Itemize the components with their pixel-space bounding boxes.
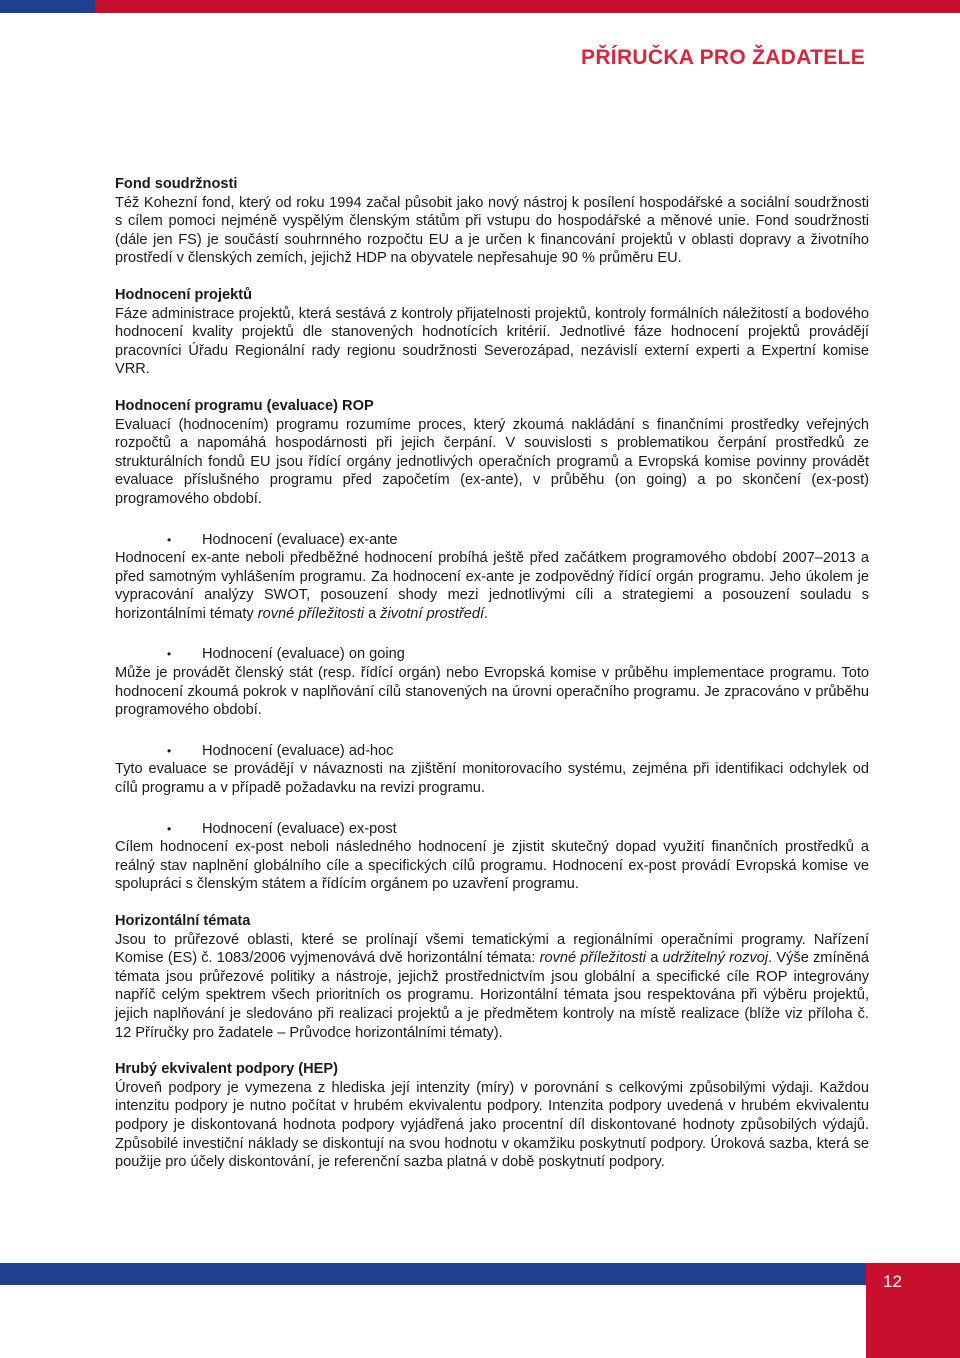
bullet-label: Hodnocení (evaluace) ex-ante xyxy=(202,531,398,548)
section-heading: Hodnocení projektů xyxy=(115,286,253,303)
bottom-bar-blue-segment xyxy=(0,1263,866,1285)
section-text: Cílem hodnocení ex-post neboli následného hodnocení je zjistit skutečný dopad využití finančních prostředků a reálný stav naplnění globálního cíle a specifických cílů programu. Hodnocení ex-post provádí Evropská komise ve spolupráci s členským státem a řídícím orgánem po uzavření programu. xyxy=(115,839,869,893)
bullet-label: Hodnocení (evaluace) ad-hoc xyxy=(202,742,394,759)
section-text: Může je provádět členský stát (resp. řídící orgán) nebo Evropská komise v průběhu implementace programu. Toto hodnocení zkoumá pokrok v naplňování cílů stanovených na úrovni operačního programu. Je zpracováno v průběhu programového období. xyxy=(115,665,869,719)
bullet-item xyxy=(115,531,869,550)
section-heading: Hrubý ekvivalent podpory (HEP) xyxy=(115,1061,339,1078)
bullet-icon: • xyxy=(167,532,172,547)
document-title: PŘÍRUČKA PRO ŽADATELE xyxy=(581,46,865,69)
section-heading: Fond soudržnosti xyxy=(115,176,238,192)
section-hep xyxy=(115,1060,869,1172)
section-text: Hodnocení ex-ante neboli předběžné hodnocení probíhá ještě před začátkem programového období 2007–2013 a před samotným vyhlášením programu. Za hodnocení ex-ante je zodpovědný řídící orgán programu. Jeho úkolem je vypracování analýzy SWOT, posouzení shody mezi jednotlivými cíli a strategiemi a posouzení souladu s horizontálními tématy xyxy=(115,550,869,622)
section-text: Tyto evaluace se provádějí v návaznosti na zjištění monitorovacího systému, zejména při identifikaci odchylek od cílů programu a v případě požadavku na revizi programu. xyxy=(115,761,869,797)
section-text: Jsou to průřezové oblasti, které se prolínají všemi tematickými a regionálními operačními programy. Nařízení Komise (ES) č. 1083/2006 vyjmenovává dvě horizontální témata: xyxy=(115,931,869,967)
section-text: Úroveň podpory je vymezena z hlediska její intenzity (míry) v porovnání s celkovými způsobilými výdaji. Každou intenzitu podpory je nutno počítat v hrubém ekvivalentu podpory. Intenzita podpory uvedená v hrubém ekvivalentu podpory je diskontovaná hodnota podpory vyjádřená jako procentní díl diskontované hodnoty způsobilých výdajů. Způsobilé investiční náklady se diskontují na svou hodnotu v okamžiku poskytnutí podpory. Úroková sazba, která se použije pro účely diskontování, je referenční sazba platná v době poskytnutí podpory. xyxy=(115,1079,869,1171)
bullet-icon: • xyxy=(167,743,172,758)
page-number-box xyxy=(866,1263,960,1358)
bullet-item xyxy=(115,820,869,839)
bullet-item xyxy=(115,742,869,761)
section-heading: Horizontální témata xyxy=(115,913,251,929)
top-color-bar xyxy=(0,0,960,13)
page-number: 12 xyxy=(883,1272,902,1291)
bullet-icon: • xyxy=(167,821,172,836)
section-hodnoceni-programu xyxy=(115,397,869,509)
section-text: . Výše zmíněná témata jsou průřezové politiky a nástroje, jejichž prostřednictvím jsou globální a specifické cíle ROP integrovány napříč celým spektrem všech prioritních os programu. Horizontální témata jsou respektována při výběru projektů, jejich naplňování je sledováno při realizaci projektů a je předmětem kontroly na místě realizace (blíže viz příloha č. 12 Příručky pro žadatele – Průvodce horizontálními tématy). xyxy=(115,950,869,1041)
section-ex-ante xyxy=(115,531,869,624)
section-horizontalni-temata xyxy=(115,912,869,1042)
section-on-going xyxy=(115,645,869,719)
section-text: Evaluací (hodnocením) programu rozumíme proces, který zkoumá nakládání s finančními prostředky veřejných rozpočtů a napomáhá hospodárnosti při jejich čerpání. V souvislosti s problematikou čerpání prostředků ze strukturálních fondů EU jsou řídící orgány jednotlivých operačních programů a Evropská komise povinny provádět evaluace příslušného programu před započetím (ex-ante), v průběhu (on going) a po skončení (ex-post) programového období. xyxy=(115,416,869,507)
bullet-icon: • xyxy=(167,647,172,662)
bottom-color-bar xyxy=(0,1263,960,1285)
section-text: Též Kohezní fond, který od roku 1994 začal působit jako nový nástroj k posílení hospodářské a sociální soudržnosti s cílem pomoci nejméně vyspělým členským státům při vstupu do hospodářské a měnové unie. Fond soudržnosti (dále jen FS) je součástí souhrnného rozpočtu EU a je určen k financování projektů v oblasti dopravy a životního prostředí v členských zemích, jejichž HDP na obyvatele nepřesahuje 90 % průměru EU. xyxy=(115,194,869,267)
top-bar-red-segment xyxy=(95,0,960,13)
section-ad-hoc xyxy=(115,742,869,798)
top-bar-blue-segment xyxy=(0,0,95,13)
italic-term: rovné příležitosti xyxy=(539,950,646,967)
bullet-label: Hodnocení (evaluace) on going xyxy=(202,646,405,663)
section-text: Fáze administrace projektů, která sestává z kontroly přijatelnosti projektů, kontroly formálních náležitostí a bodového hodnocení kvality projektů dle stanovených hodnotících kritérií. Jednotlivé fáze hodnocení projektů provádějí pracovníci Úřadu Regionální rady regionu soudržnosti Severozápad, nezávislí externí experti a Expertní komise VRR. xyxy=(115,305,869,378)
section-fond-soudrznosti xyxy=(115,175,869,268)
connector-text: a xyxy=(364,605,381,622)
section-ex-post xyxy=(115,820,869,894)
italic-term: rovné příležitosti xyxy=(257,605,365,622)
connector-text: a xyxy=(646,950,663,967)
document-body xyxy=(115,175,869,1190)
bullet-item xyxy=(115,645,869,664)
section-hodnoceni-projektu xyxy=(115,286,869,379)
bullet-label: Hodnocení (evaluace) ex-post xyxy=(202,820,397,837)
italic-term: udržitelný rozvoj xyxy=(662,950,769,967)
section-heading: Hodnocení programu (evaluace) ROP xyxy=(115,397,374,414)
italic-term: životní prostředí xyxy=(380,605,485,622)
sentence-end: . xyxy=(484,605,489,622)
